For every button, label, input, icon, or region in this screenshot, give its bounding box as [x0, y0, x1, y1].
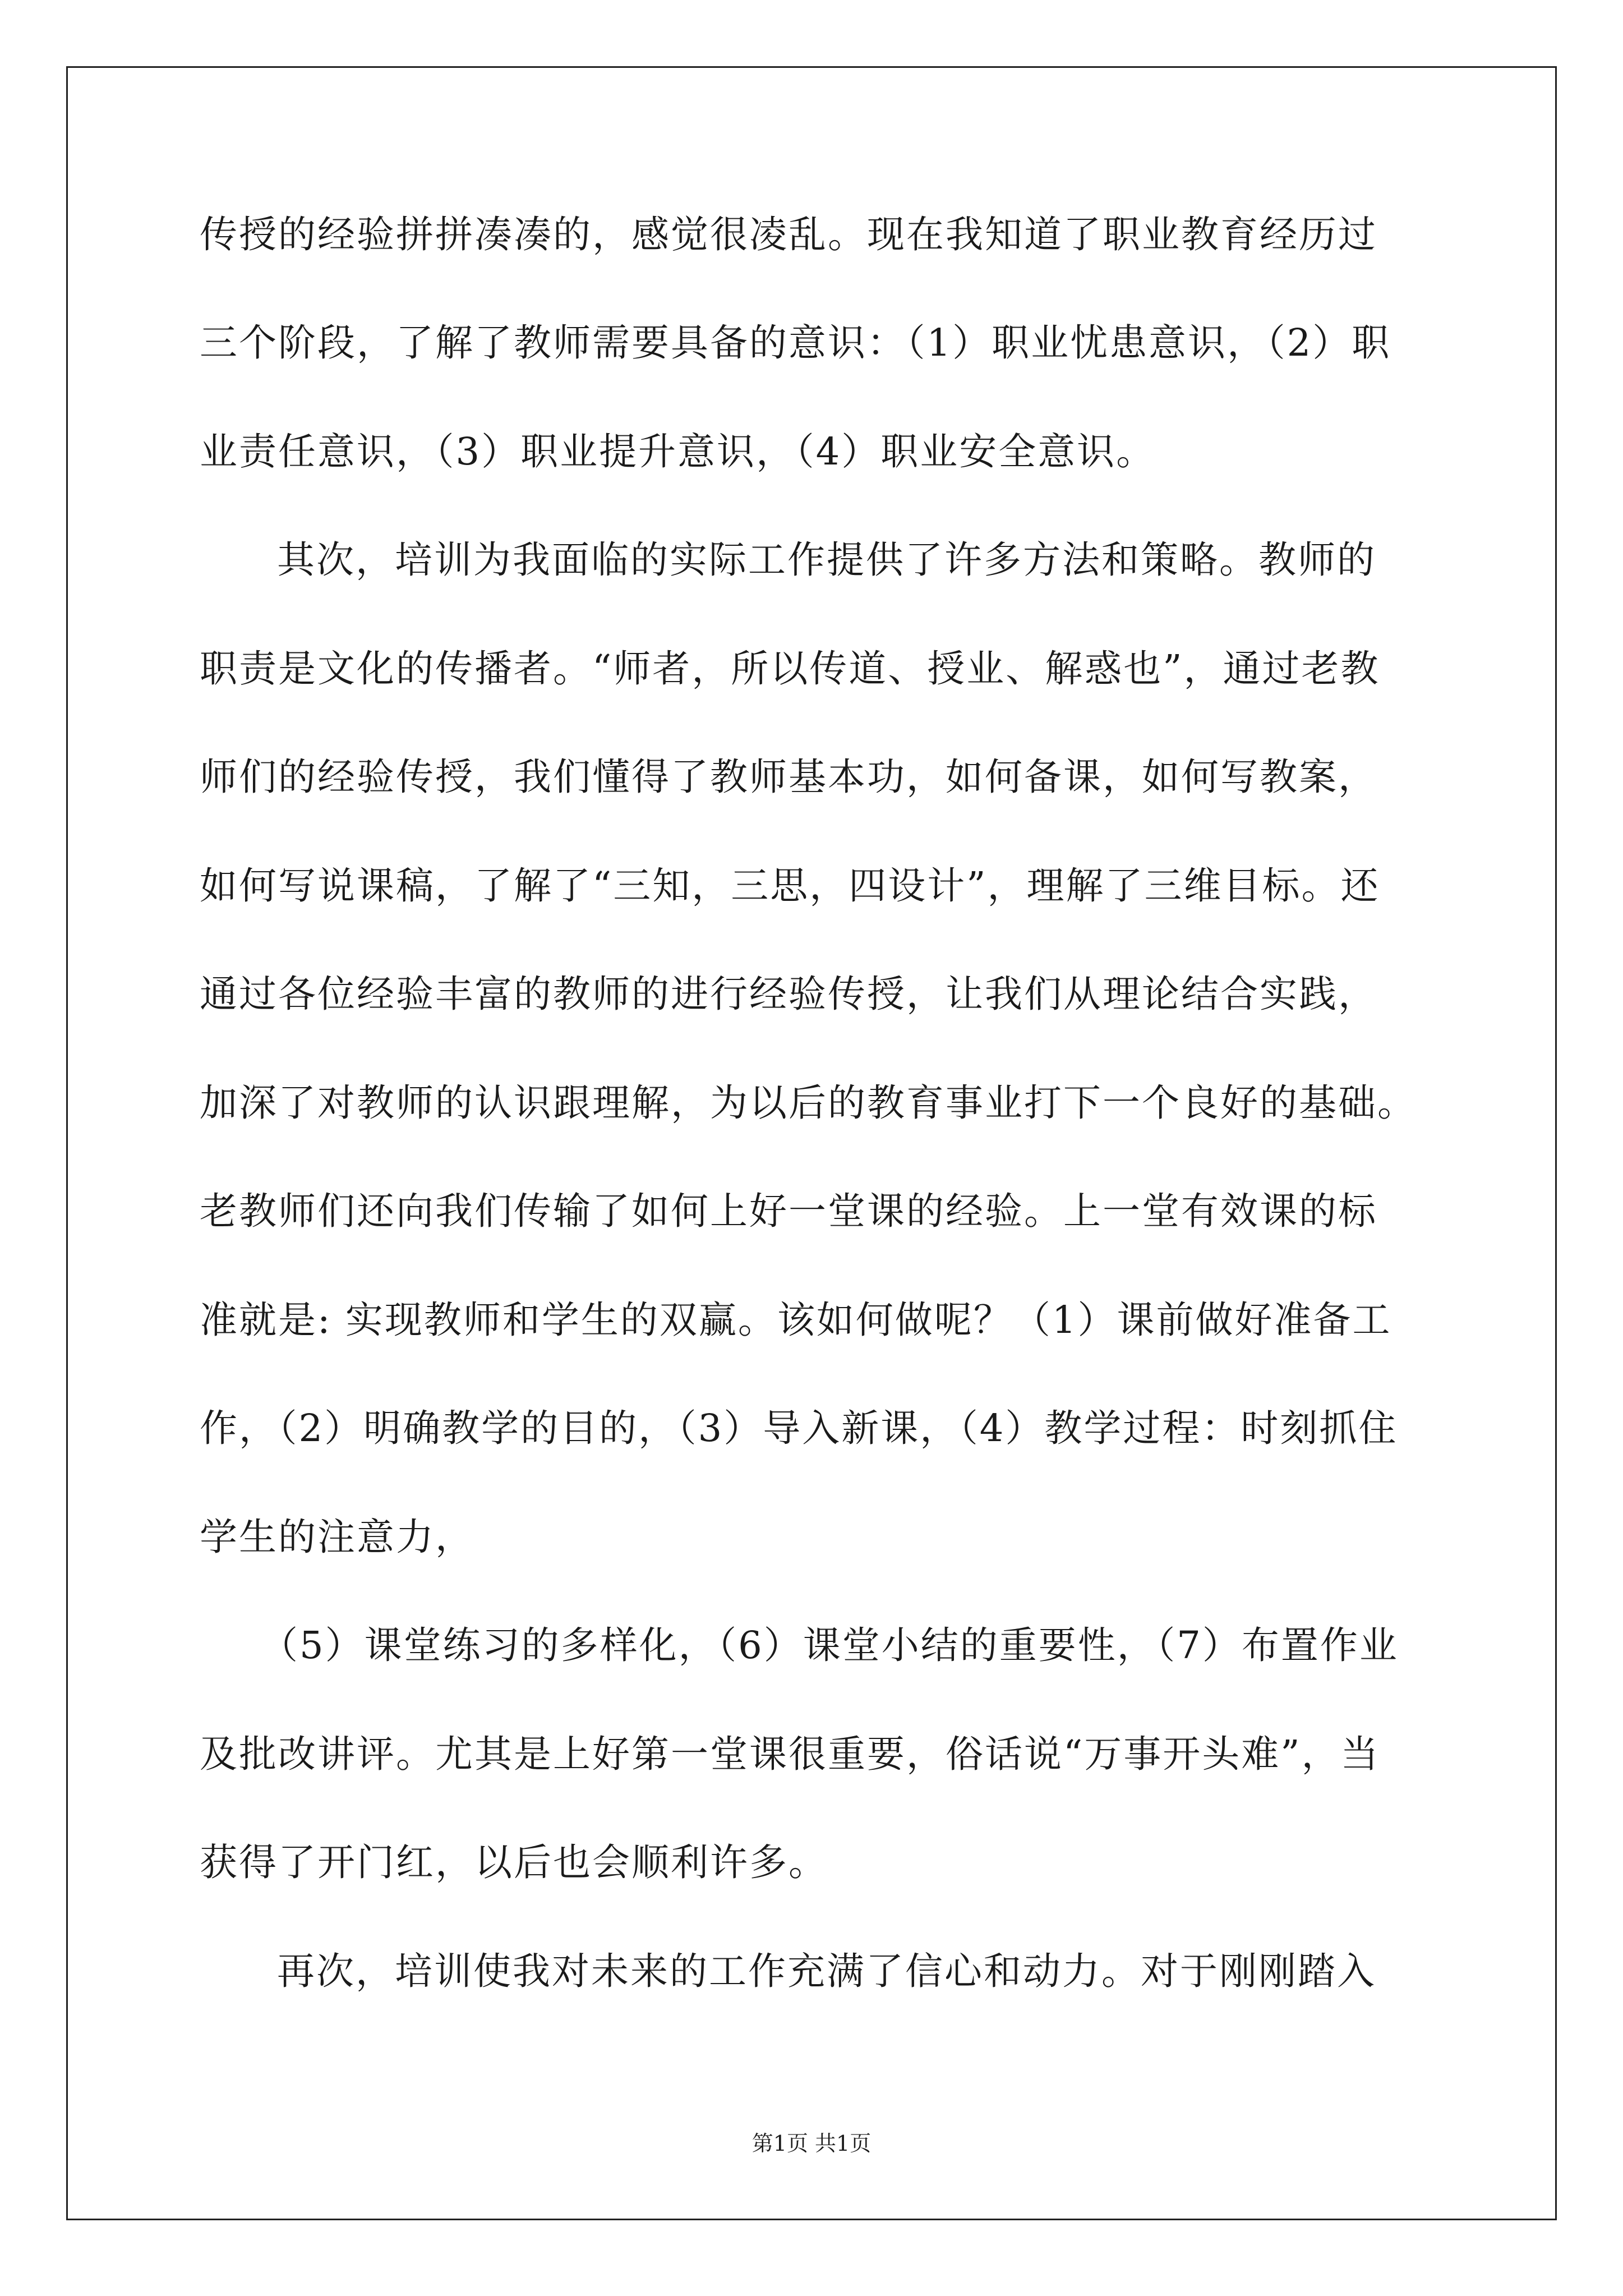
paragraph-start-line: 其次，培训为我面临的实际工作提供了许多方法和策略。教师的	[277, 538, 1376, 582]
text-line: 职责是文化的传播者。“师者，所以传道、授业、解惑也”，通过老教	[200, 647, 1380, 691]
paragraph-start-line: 再次，培训使我对未来的工作充满了信心和动力。对于刚刚踏入	[277, 1949, 1376, 1993]
text-line: 业责任意识，（3）职业提升意识，（4）职业安全意识。	[200, 430, 1156, 473]
text-line: 老教师们还向我们传输了如何上好一堂课的经验。上一堂有效课的标	[200, 1189, 1377, 1233]
page-number-footer: 第1页 共1页	[751, 2131, 872, 2156]
text-line: 加深了对教师的认识跟理解，为以后的教育事业打下一个良好的基础。	[200, 1081, 1417, 1125]
text-line: 学生的注意力，	[200, 1515, 474, 1559]
paragraph-start-line: （5）课堂练习的多样化，（6）课堂小结的重要性，（7）布置作业	[260, 1623, 1399, 1667]
text-line: 作，（2）明确教学的目的，（3）导入新课，（4）教学过程：时刻抓住	[200, 1406, 1398, 1450]
text-line: 获得了开门红，以后也会顺利许多。	[200, 1841, 828, 1884]
text-line: 准就是: 实现教师和学生的双赢。该如何做呢？（1）课前做好准备工	[200, 1298, 1392, 1342]
text-line: 通过各位经验丰富的教师的进行经验传授，让我们从理论结合实践，	[200, 972, 1377, 1016]
text-line: 传授的经验拼拼凑凑的，感觉很凌乱。现在我知道了职业教育经历过	[200, 213, 1377, 256]
text-line: 师们的经验传授，我们懂得了教师基本功，如何备课，如何写教案，	[200, 755, 1377, 799]
text-line: 三个阶段，了解了教师需要具备的意识：（1）职业忧患意识，（2）职	[200, 321, 1391, 365]
text-line: 及批改讲评。尤其是上好第一堂课很重要，俗话说“万事开头难”，当	[200, 1732, 1380, 1776]
page-border	[66, 66, 1557, 2220]
text-line: 如何写说课稿，了解了“三知，三思，四设计”，理解了三维目标。还	[200, 864, 1380, 908]
